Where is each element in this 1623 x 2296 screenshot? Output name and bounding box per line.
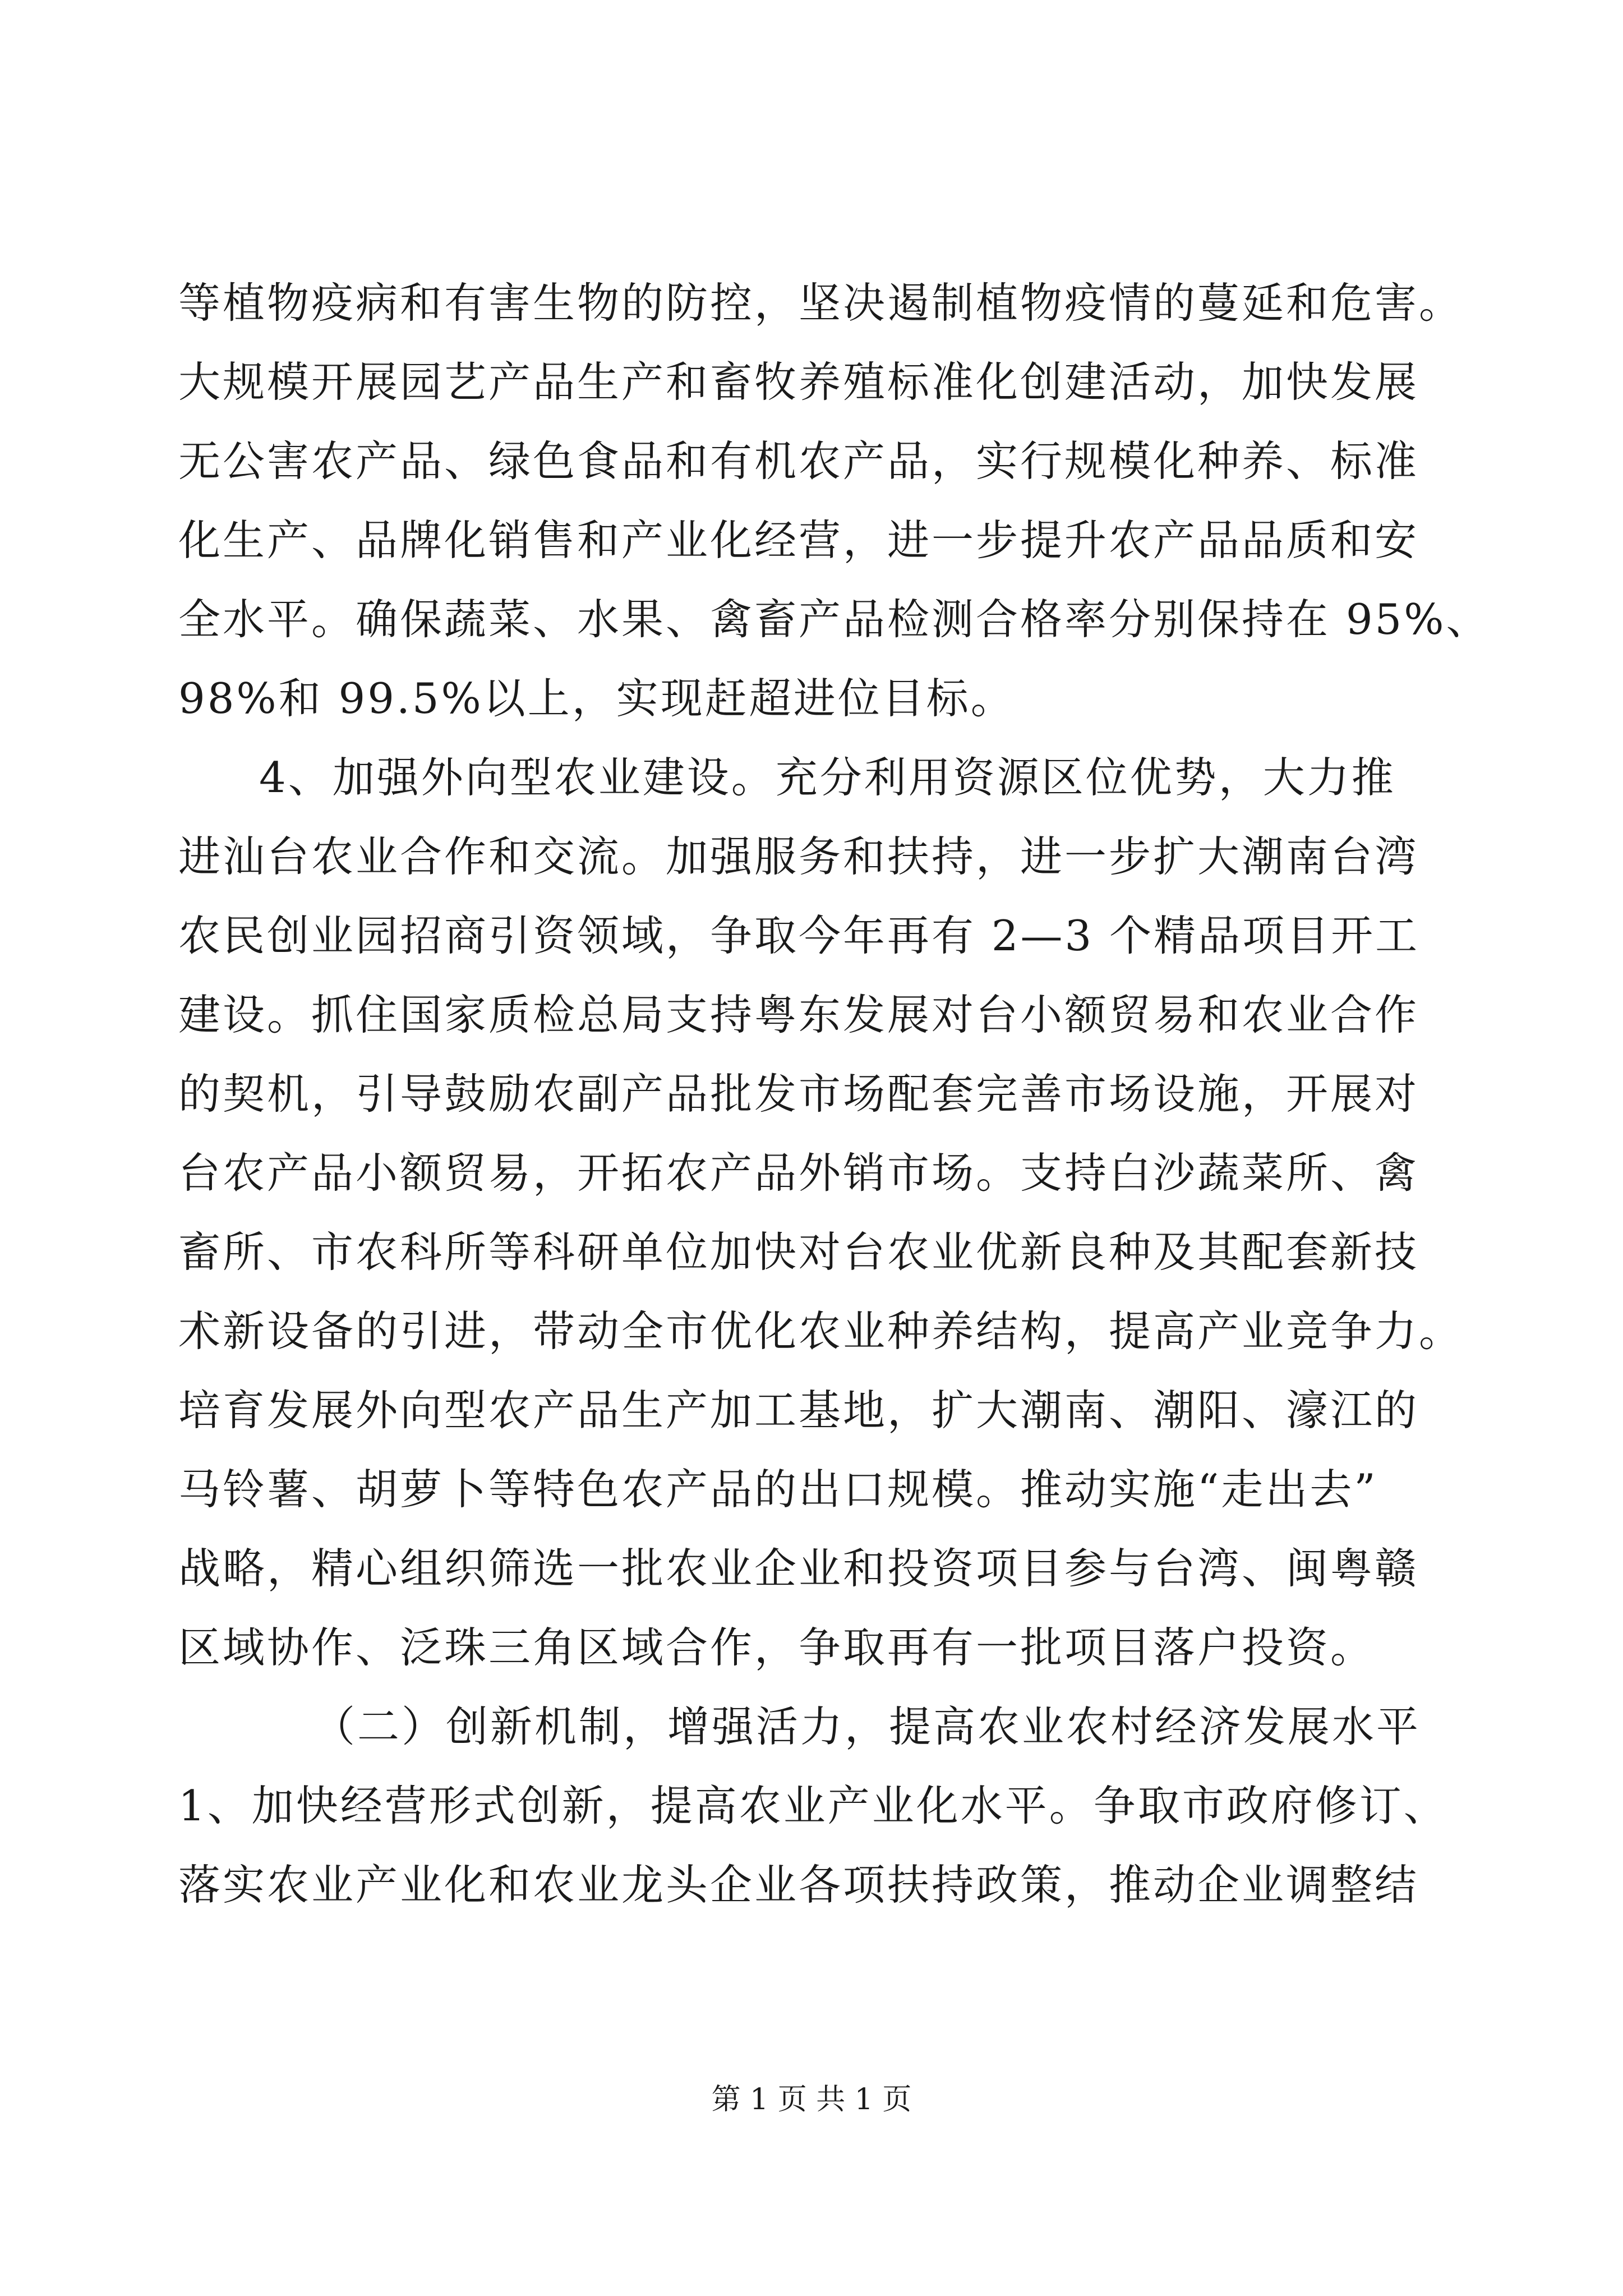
- paragraph-line: 的契机，引导鼓励农副产品批发市场配套完善市场设施，开展对: [178, 1069, 1419, 1119]
- paragraph-line: 4、加强外向型农业建设。充分利用资源区位优势，大力推: [259, 753, 1396, 802]
- paragraph-line: 进汕台农业合作和交流。加强服务和扶持，进一步扩大潮南台湾: [178, 832, 1419, 881]
- paragraph-line: 畜所、市农科所等科研单位加快对台农业优新良种及其配套新技: [178, 1227, 1419, 1277]
- paragraph-line: 1、加快经营形式创新，提高农业产业化水平。争取市政府修订、: [178, 1781, 1448, 1830]
- paragraph-line: 培育发展外向型农产品生产加工基地，扩大潮南、潮阳、濠江的: [178, 1386, 1419, 1435]
- paragraph-line: 化生产、品牌化销售和产业化经营，进一步提升农产品品质和安: [178, 516, 1419, 565]
- paragraph-line: 98%和 99.5%以上，实现赶超进位目标。: [178, 674, 1015, 723]
- section-heading: （二）创新机制，增强活力，提高农业农村经济发展水平: [313, 1702, 1421, 1751]
- paragraph-line: 等植物疫病和有害生物的防控，坚决遏制植物疫情的蔓延和危害。: [178, 278, 1464, 328]
- paragraph-line: 术新设备的引进，带动全市优化农业种养结构，提高产业竞争力。: [178, 1306, 1464, 1356]
- paragraph-line: 马铃薯、胡萝卜等特色农产品的出口规模。推动实施“走出去”: [178, 1465, 1378, 1514]
- paragraph-line: 建设。抓住国家质检总局支持粤东发展对台小额贸易和农业合作: [178, 990, 1419, 1039]
- paragraph-line: 区域协作、泛珠三角区域合作，争取再有一批项目落户投资。: [178, 1623, 1375, 1672]
- paragraph-line: 战略，精心组织筛选一批农业企业和投资项目参与台湾、闽粤赣: [178, 1544, 1419, 1593]
- paragraph-line: 全水平。确保蔬菜、水果、禽畜产品检测合格率分别保持在 95%、: [178, 595, 1491, 644]
- paragraph-line: 台农产品小额贸易，开拓农产品外销市场。支持白沙蔬菜所、禽: [178, 1148, 1419, 1198]
- paragraph-line: 农民创业园招商引资领域，争取今年再有 2—3 个精品项目开工: [178, 911, 1420, 960]
- paragraph-line: 无公害农产品、绿色食品和有机农产品，实行规模化种养、标准: [178, 436, 1419, 486]
- page-footer: 第 1 页 共 1 页: [711, 2083, 912, 2116]
- paragraph-line: 大规模开展园艺产品生产和畜牧养殖标准化创建活动，加快发展: [178, 357, 1419, 407]
- paragraph-line: 落实农业产业化和农业龙头企业各项扶持政策，推动企业调整结: [178, 1860, 1419, 1910]
